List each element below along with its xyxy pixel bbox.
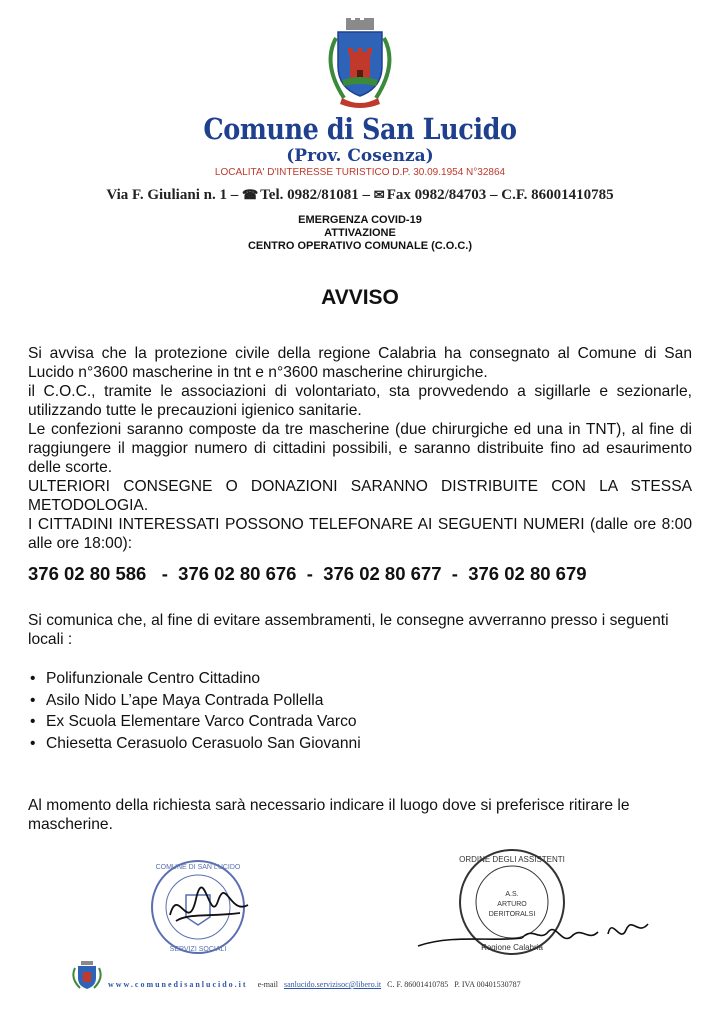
footer-crest-logo — [70, 960, 104, 990]
email-label: e-mail — [257, 980, 279, 989]
emergency-line-1: EMERGENZA COVID-19 — [298, 214, 422, 226]
address-line — [0, 187, 720, 204]
phone-numbers: 376 02 80 586 - 376 02 80 676 - 376 02 80 677 - 376 02 80 679 — [28, 563, 587, 584]
emergency-header — [0, 214, 720, 253]
notice-paragraph-2: il C.O.C., tramite le associazioni di volontariato, sta provvedendo a sigillarle e sezionarle, utilizzando tutte le precauzioni igienico sanitarie. — [28, 383, 692, 419]
association-stamp-with-signature — [412, 846, 652, 964]
province-subtitle: (Prov. Cosenza) — [286, 146, 434, 166]
municipality-title: Comune di San Lucido — [203, 112, 517, 146]
fiscal-code: C. F. 86001410785 — [387, 980, 449, 989]
notice-paragraph-4: ULTERIORI CONSEGNE O DONAZIONI SARANNO DISTRIBUITE CON LA STESSA METODOLOGIA. — [28, 478, 692, 514]
list-item: • Polifunzionale Centro Cittadino — [30, 668, 361, 690]
locations-intro: Si comunica che, al fine di evitare assembramenti, le consegne avverranno presso i seguenti locali : — [28, 612, 669, 648]
municipal-stamp-with-signature — [148, 855, 256, 959]
list-item: • Chiesetta Cerasuolo Cerasuolo San Giovanni — [30, 733, 361, 755]
tourist-locality-line: LOCALITA' D'INTERESSE TURISTICO D.P. 30.09.1954 N°32864 — [214, 167, 506, 178]
emergency-line-3: CENTRO OPERATIVO COMUNALE (C.O.C.) — [247, 240, 473, 252]
svg-text:A.S.: A.S. — [505, 891, 519, 898]
notice-paragraph-3: Le confezioni saranno composte da tre mascherine (due chirurgiche ed una in TNT), al fine di raggiungere il maggior numero di cittadini possibili, e saranno distribuite fino ad esaurimento delle scorte. — [28, 421, 692, 476]
list-item: • Ex Scuola Elementare Varco Contrada Varco — [30, 711, 361, 733]
telephone-icon: ☎ — [241, 187, 259, 202]
svg-text:SERVIZI SOCIALI: SERVIZI SOCIALI — [169, 946, 227, 953]
emergency-line-2: ATTIVAZIONE — [324, 227, 396, 239]
svg-text:COMUNE DI SAN LUCIDO: COMUNE DI SAN LUCIDO — [155, 864, 241, 871]
website-link[interactable]: www.comunedisanlucido.it — [108, 980, 248, 989]
notice-paragraph-5: I CITTADINI INTERESSATI POSSONO TELEFONARE AI SEGUENTI NUMERI (dalle ore 8:00 alle ore 18:00): — [28, 516, 692, 552]
notice-paragraph-1: Si avvisa che la protezione civile della regione Calabria ha consegnato al Comune di San Lucido n°3600 mascherine in tnt e n°3600 mascherine chirurgiche. — [28, 345, 692, 381]
locations-list — [30, 668, 361, 754]
footer-line — [108, 980, 521, 989]
address-street: Via F. Giuliani n. 1 – — [106, 187, 239, 203]
list-item: • Asilo Nido L’ape Maya Contrada Pollella — [30, 690, 361, 712]
municipal-crest-logo — [318, 18, 402, 108]
svg-text:DERITORALSI: DERITORALSI — [488, 911, 536, 918]
vat-number: P. IVA 00401530787 — [454, 980, 521, 989]
address-tel: Tel. 0982/81081 – — [260, 187, 371, 203]
svg-text:ORDINE DEGLI ASSISTENTI: ORDINE DEGLI ASSISTENTI — [459, 855, 565, 864]
address-fax: Fax 0982/84703 – C.F. 86001410785 — [386, 187, 614, 203]
notice-heading: AVVISO — [321, 286, 399, 309]
closing-paragraph: Al momento della richiesta sarà necessario indicare il luogo dove si preferisce ritirare le mascherine. — [28, 797, 630, 833]
email-link[interactable]: sanlucido.servizisoc@libero.it — [284, 980, 382, 989]
svg-text:ARTURO: ARTURO — [497, 901, 527, 908]
fax-envelope-icon: ✉ — [373, 187, 385, 202]
notice-body — [28, 344, 692, 553]
svg-text:Regione Calabria: Regione Calabria — [481, 943, 543, 952]
